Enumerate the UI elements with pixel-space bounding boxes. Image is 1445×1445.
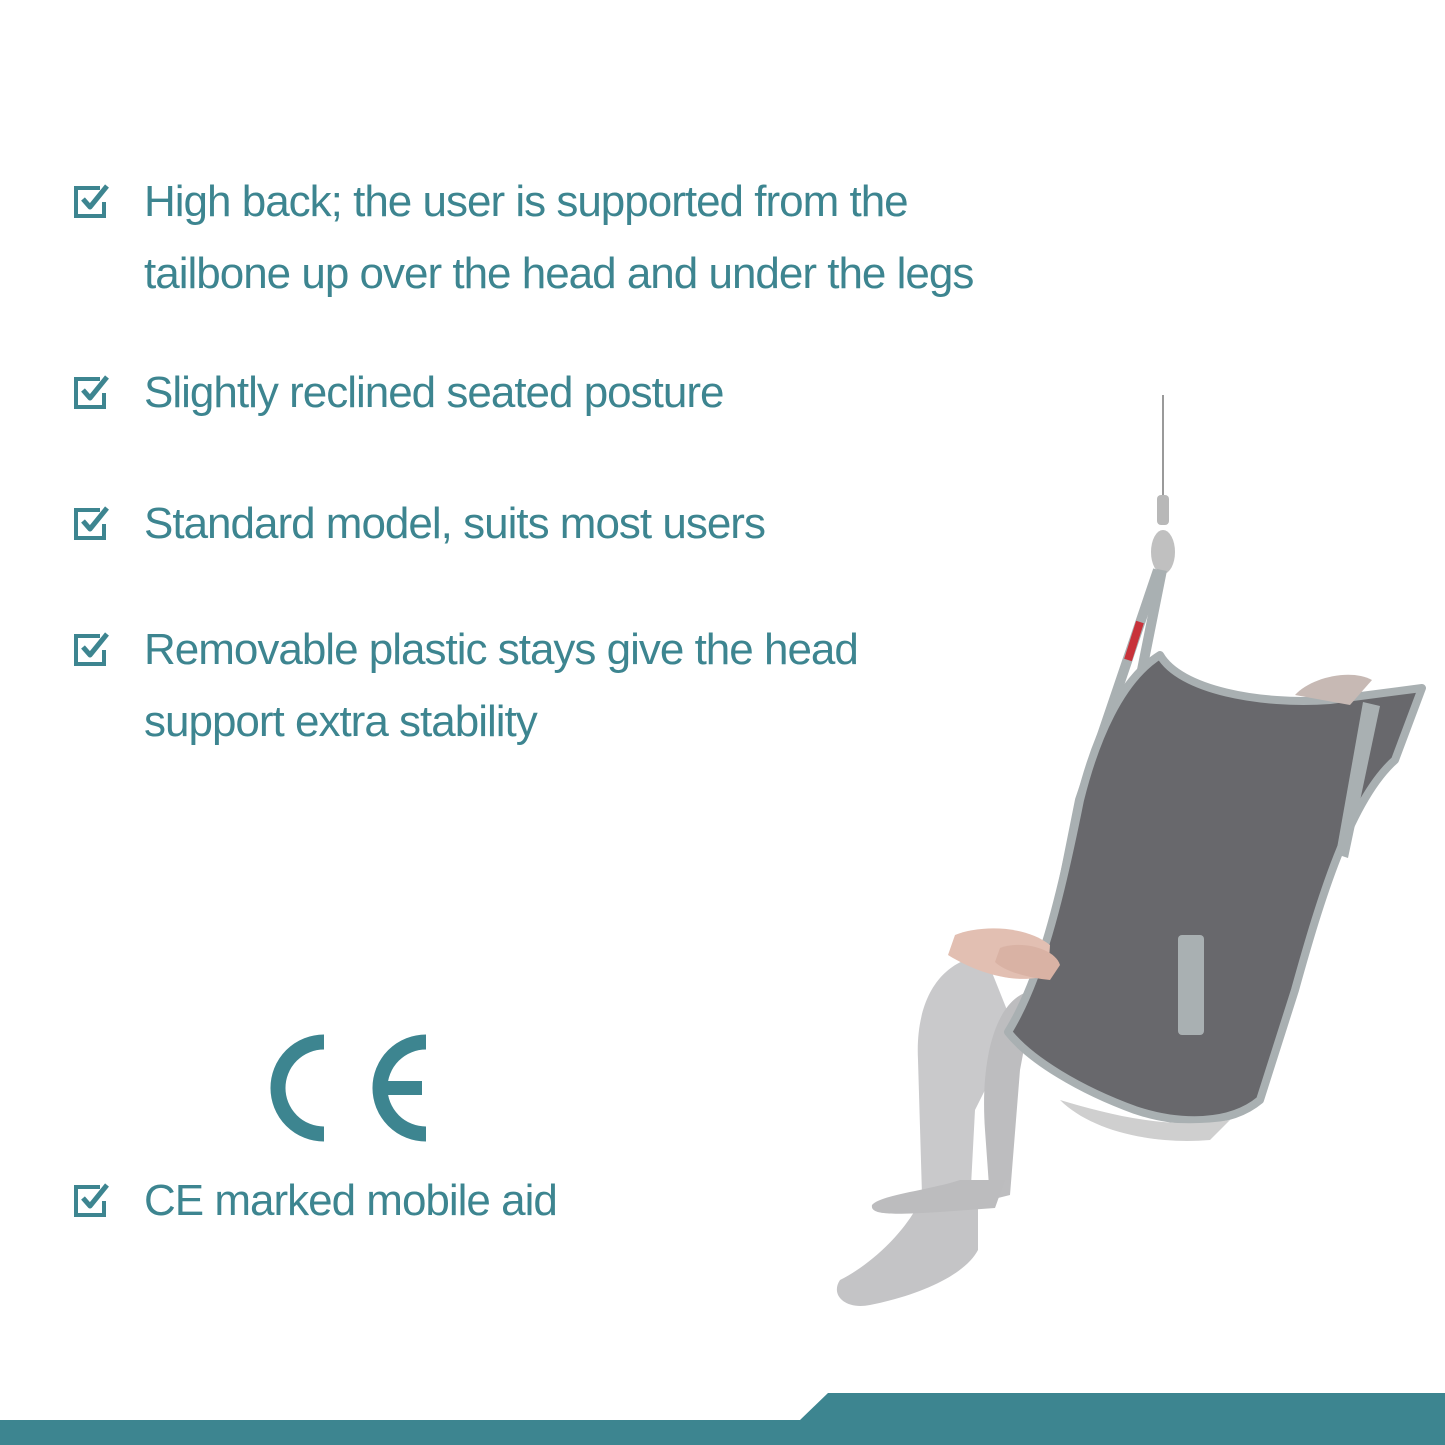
checkbox-checked-icon <box>72 628 112 668</box>
product-photo-sling <box>820 390 1440 1320</box>
feature-text: CE marked mobile aid <box>144 1176 557 1225</box>
feature-text: Removable plastic stays give the head support extra stability <box>144 625 858 746</box>
spreader-hook <box>1157 495 1169 525</box>
checkbox-checked-icon <box>72 1179 112 1219</box>
feature-item-reclined-posture <box>72 357 723 429</box>
ce-mark-logo <box>262 1028 432 1148</box>
checkbox-checked-icon <box>72 502 112 542</box>
feature-text: Slightly reclined seated posture <box>144 368 724 417</box>
spreader-clip <box>1151 530 1175 574</box>
bottom-accent-bar <box>0 1390 1445 1445</box>
feature-item-standard-model <box>72 488 765 560</box>
feature-text: High back; the user is supported from the tailbone up over the head and under the legs <box>144 177 974 298</box>
sling-handle <box>1178 935 1204 1035</box>
feature-text: Standard model, suits most users <box>144 499 765 548</box>
checkbox-checked-icon <box>72 371 112 411</box>
feature-item-high-back <box>72 166 973 310</box>
feature-item-ce-marked <box>72 1165 557 1237</box>
checkbox-checked-icon <box>72 180 112 220</box>
feature-item-plastic-stays <box>72 614 858 758</box>
